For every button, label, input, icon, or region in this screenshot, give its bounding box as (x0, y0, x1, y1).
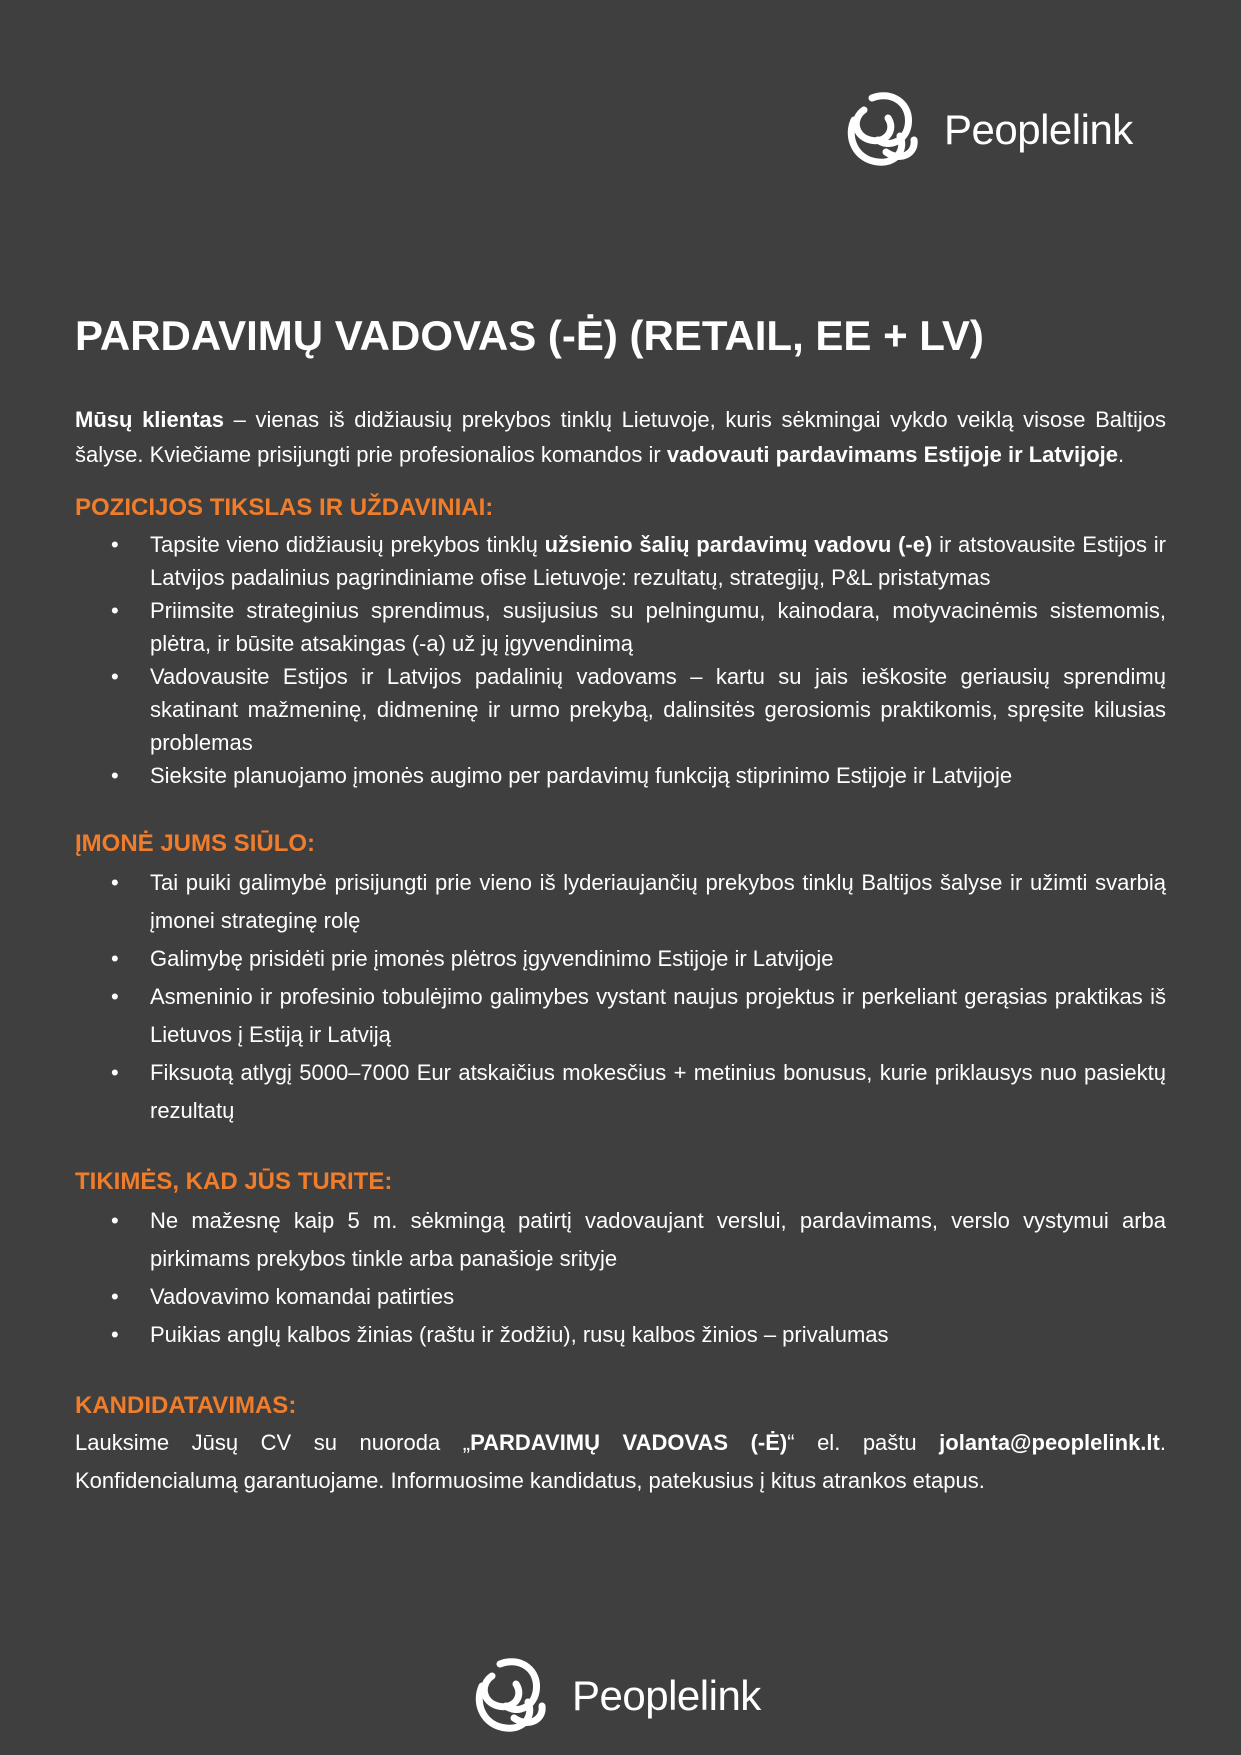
intro-text: – vienas iš didžiausių prekybos tinklų Lietuvoje, kuris sėkmingai vykdo veiklą visose Baltijos šalyse. Kviečiame prisijungti prie profesionalios komandos ir (75, 407, 1166, 467)
list-item: • Fiksuotą atlygį 5000–7000 Eur atskaičius mokesčius + metinius bonusus, kurie priklausys nuo pasiektų rezultatų (75, 1054, 1166, 1130)
list-item: • Priimsite strateginius sprendimus, susijusius su pelningumu, kainodara, motyvacinėmis sistemomis, plėtra, ir būsite atsakingas (-a) už jų įgyvendinimą (75, 594, 1166, 660)
peoplelink-logo-icon (842, 90, 920, 170)
intro-end: . (1118, 442, 1125, 467)
list-item-bold: užsienio šalių pardavimų vadovu (-e) (544, 532, 933, 557)
intro-paragraph (75, 402, 1166, 472)
header-logo (842, 90, 1133, 170)
section-heading-apply: KANDIDATAVIMAS: (75, 1392, 297, 1419)
apply-text: Lauksime Jūsų CV su nuoroda „ (75, 1430, 471, 1455)
list-item: • Vadovavimo komandai patirties (75, 1278, 1166, 1316)
apply-reference: PARDAVIMŲ VADOVAS (-Ė) (470, 1430, 788, 1455)
apply-text: “ el. paštu (787, 1430, 940, 1455)
brand-name: Peoplelink (944, 106, 1133, 153)
list-item: • Sieksite planuojamo įmonės augimo per pardavimų funkciją stiprinimo Estijoje ir Latvijoje (75, 759, 1166, 792)
list-item-text: Tapsite vieno didžiausių prekybos tinklų (150, 532, 545, 557)
section-heading-offer: ĮMONĖ JUMS SIŪLO: (75, 830, 316, 857)
list-item: • Tai puiki galimybė prisijungti prie vieno iš lyderiaujančių prekybos tinklų Baltijos šalyse ir užimti svarbią įmonei strateginę rolę (75, 864, 1166, 940)
list-item: • Vadovausite Estijos ir Latvijos padalinių vadovams – kartu su jais ieškosite geriausių sprendimų skatinant mažmeninę, didmeninę ir urmo prekybą, dalinsitės gerosiomis praktikomis, spręsite kilusias problemas (75, 660, 1166, 759)
list-item-text: ir atstovausite Estijos ir Latvijos padalinius pagrindiniame ofise Lietuvoje: rezultatų, strategijų, P&L pristatymas (150, 532, 1167, 590)
list-item: • Galimybę prisidėti prie įmonės plėtros įgyvendinimo Estijoje ir Latvijoje (75, 940, 1166, 978)
list-item (75, 528, 1166, 594)
offer-list (75, 864, 1166, 1130)
list-item: • Puikias anglų kalbos žinias (raštu ir žodžiu), rusų kalbos žinios – privalumas (75, 1316, 1166, 1354)
goals-list (75, 528, 1166, 792)
job-posting (75, 312, 1166, 1522)
apply-paragraph (75, 1424, 1166, 1500)
list-item: • Ne mažesnę kaip 5 m. sėkmingą patirtį vadovaujant verslui, pardavimams, verslo vystymui arba pirkimams prekybos tinkle arba panašioje srityje (75, 1202, 1166, 1278)
requirements-list (75, 1202, 1166, 1354)
peoplelink-logo-icon (470, 1656, 548, 1736)
intro-bold-client: Mūsų klientas (75, 407, 224, 432)
intro-bold-lead: vadovauti pardavimams Estijoje ir Latvijoje (666, 442, 1118, 467)
apply-email-link[interactable]: jolanta@peoplelink.lt (939, 1430, 1160, 1455)
section-heading-goals: POZICIJOS TIKSLAS IR UŽDAVINIAI: (75, 494, 494, 521)
page-title: PARDAVIMŲ VADOVAS (-Ė) (RETAIL, EE + LV) (75, 312, 984, 359)
brand-name: Peoplelink (572, 1672, 761, 1719)
apply-text: . Konfidencialumą garantuojame. Informuosime kandidatus, patekusius į kitus atrankos etapus. (75, 1430, 1166, 1493)
footer-logo (470, 1656, 761, 1736)
section-heading-requirements: TIKIMĖS, KAD JŪS TURITE: (75, 1168, 393, 1195)
list-item: • Asmeninio ir profesinio tobulėjimo galimybes vystant naujus projektus ir perkeliant gerąsias praktikas iš Lietuvos į Estiją ir Latviją (75, 978, 1166, 1054)
